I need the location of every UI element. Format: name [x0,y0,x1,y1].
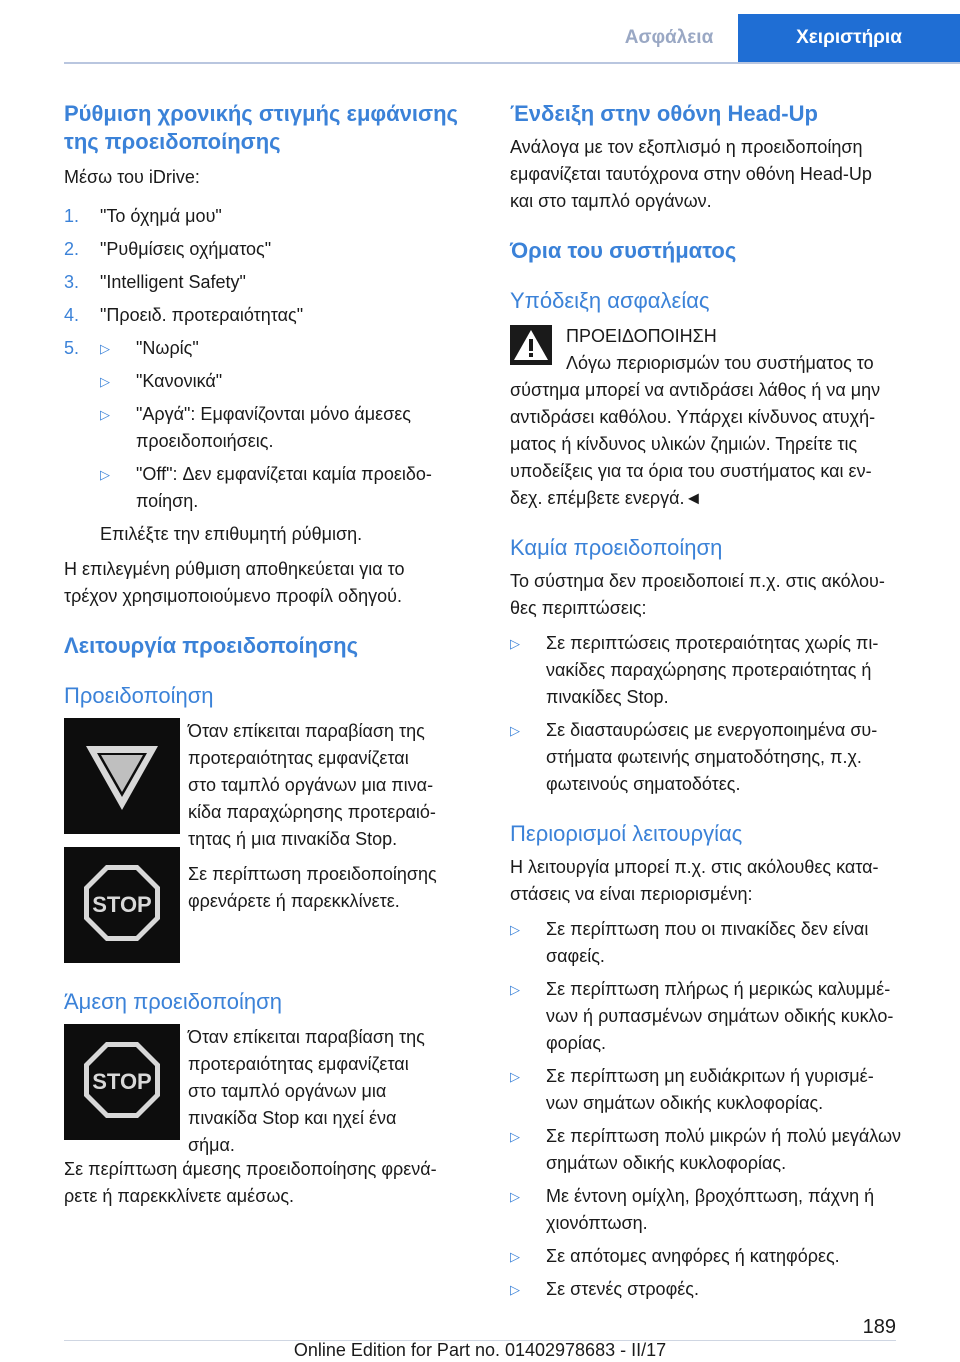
step-item: 4. "Προειδ. προτεραιότητας" [64,305,304,325]
heading-timing: Ρύθμιση χρονικής στιγμής εμφάνισης της προειδοποίησης [64,101,458,154]
svg-text:STOP: STOP [92,892,152,917]
right-column [510,100,930,1303]
immediate-brake-note: Σε περίπτωση άμεσης προειδοποίησης φρενά- ρετε ή παρεκκλίνετε αμέσως. [64,1159,437,1206]
header-bar [0,0,960,62]
list-item: ▷ Σε περίπτωση μη ευδιάκριτων ή γυρισμέ- νων σημάτων οδικής κυκλοφορίας. [510,1063,930,1117]
triangle-bullet-icon: ▷ [510,1129,520,1144]
heading-immediate: Άμεση προειδοποίηση [64,989,282,1014]
warning-line: αντιδράσει καθόλου. Υπάρχει κίνδυνος ατυχή- [510,407,876,427]
heading-function: Λειτουργία προειδοποίησης [64,633,359,658]
step-item: 2. "Ρυθμίσεις οχήματος" [64,239,272,259]
yield-sign-icon [64,718,180,834]
triangle-bullet-icon: ▷ [100,467,110,482]
warning-description: Όταν επίκειται παραβίαση της προτεραιότητας εμφανίζεται στο ταμπλό οργάνων μια πινα- κίδα παραχώρησης προτεραιό- τητας ή μια πινακίδα Stop. Σε περίπτωση προειδοποίησης φρενάρετε ή παρεκκλίνετε. [188,721,437,911]
page-number: 189 [862,1316,896,1338]
saved-note: Η επιλεγμένη ρύθμιση αποθηκεύεται για το τρέχον χρησιμοποιούμενο προφίλ οδηγού. [64,559,405,606]
svg-text:STOP: STOP [92,1069,152,1094]
left-column [64,100,476,1210]
stop-sign-icon [64,847,180,963]
step-item: 5. ▷ "Νωρίς" [64,335,476,362]
stop-sign-icon [64,1024,180,1140]
heading-limits: Όρια του συστήματος [510,238,737,263]
triangle-bullet-icon: ▷ [510,1189,520,1204]
option-item: ▷ "Off": Δεν εμφανίζεται καμία προειδο- ποίηση. [100,461,476,515]
stop-sign-image [64,847,180,963]
option-item: ▷ "Κανονικά" [100,368,476,395]
triangle-bullet-icon: ▷ [510,1249,520,1264]
warning-line: υποδείξεις για τα όρια του συστήματος και εν- [510,461,872,481]
heading-warning: Προειδοποίηση [64,683,214,708]
option-item: ▷ "Αργά": Εμφανίζονται μόνο άμεσες προειδοποιήσεις. [100,401,476,455]
list-item: ▷ Σε απότομες ανηφόρες ή κατηφόρες. [510,1243,930,1270]
heading-function-limits: Περιορισμοί λειτουργίας [510,821,743,846]
immediate-description: Όταν επίκειται παραβίαση της προτεραιότητας εμφανίζεται στο ταμπλό οργάνων μια πινακίδα Stop και ηχεί ένα σήμα. [188,1027,425,1155]
list-item: ▷ Σε περιπτώσεις προτεραιότητας χωρίς πι- νακίδες παραχώρησης προτεραιότητας ή πινακίδες Stop. [510,630,930,711]
steps-list [64,203,476,362]
list-item: ▷ Σε περίπτωση πλήρως ή μερικώς καλυμμέ- νων ή ρυπασμένων σημάτων οδικής κυκλο- φορίας. [510,976,930,1057]
tab-safety[interactable]: Ασφάλεια [600,14,738,62]
no-warning-intro: Το σύστημα δεν προειδοποιεί π.χ. στις ακόλου- θες περιπτώσεις: [510,571,885,618]
triangle-bullet-icon: ▷ [100,407,110,422]
yield-sign-image [64,718,180,834]
step-item: 1. "Το όχημά μου" [64,206,222,226]
list-item: ▷ Σε στενές στροφές. [510,1276,930,1303]
function-limits-list [510,916,930,1303]
header-divider [64,62,960,64]
select-instruction: Επιλέξτε την επιθυμητή ρύθμιση. [100,524,363,544]
heading-safety: Υπόδειξη ασφαλείας [510,288,710,313]
warning-box [510,323,930,512]
tab-controls[interactable]: Χειριστήρια [738,14,960,62]
warning-triangle-icon [510,325,552,365]
triangle-bullet-icon: ▷ [510,982,520,997]
warning-images-block [64,718,476,974]
warning-line: Λόγω περιορισμών του συστήματος το [566,353,874,373]
immediate-warning-block [64,1024,476,1155]
options-list [64,368,476,548]
list-item: ▷ Σε περίπτωση που οι πινακίδες δεν είναι σαφείς. [510,916,930,970]
edition-footer: Online Edition for Part no. 01402978683 - II/17 [293,1340,667,1360]
list-item: ▷ Σε διασταυρώσεις με ενεργοποιημένα συ- στήματα φωτεινής σηματοδότησης, π.χ. φωτεινούς σηματοδότες. [510,717,930,798]
stop-sign-image [64,1024,180,1140]
via-idrive: Μέσω του iDrive: [64,167,200,187]
list-item: ▷ Σε περίπτωση πολύ μικρών ή πολύ μεγάλων σημάτων οδικής κυκλοφορίας. [510,1123,930,1177]
option-item: ▷ "Νωρίς" [100,335,476,362]
triangle-bullet-icon: ▷ [510,636,520,651]
triangle-bullet-icon: ▷ [510,1069,520,1084]
headup-text: Ανάλογα με τον εξοπλισμό η προειδοποίηση εμφανίζεται ταυτόχρονα στην οθόνη Head-Up και στο ταμπλό οργάνων. [510,137,872,211]
warning-line: ματος ή κίνδυνος υλικών ζημιών. Τηρείτε τις [510,434,858,454]
triangle-bullet-icon: ▷ [510,922,520,937]
heading-headup: Ένδειξη στην οθόνη Head-Up [510,101,818,126]
warning-title: ΠΡΟΕΙΔΟΠΟΙΗΣΗ [566,326,717,346]
heading-no-warning: Καμία προειδοποίηση [510,535,723,560]
warning-line: σύστημα μπορεί να αντιδράσει λάθος ή να μην [510,380,881,400]
list-item: ▷ Με έντονη ομίχλη, βροχόπτωση, πάχνη ή χιονόπτωση. [510,1183,930,1237]
triangle-bullet-icon: ▷ [100,341,110,356]
function-limits-intro: Η λειτουργία μπορεί π.χ. στις ακόλουθες κατα- στάσεις να είναι περιορισμένη: [510,857,879,904]
step-item: 3. "Intelligent Safety" [64,272,246,292]
triangle-bullet-icon: ▷ [100,374,110,389]
triangle-bullet-icon: ▷ [510,1282,520,1297]
no-warning-list [510,630,930,798]
warning-line: δεχ. επέμβετε ενεργά.◄ [510,488,703,508]
triangle-bullet-icon: ▷ [510,723,520,738]
